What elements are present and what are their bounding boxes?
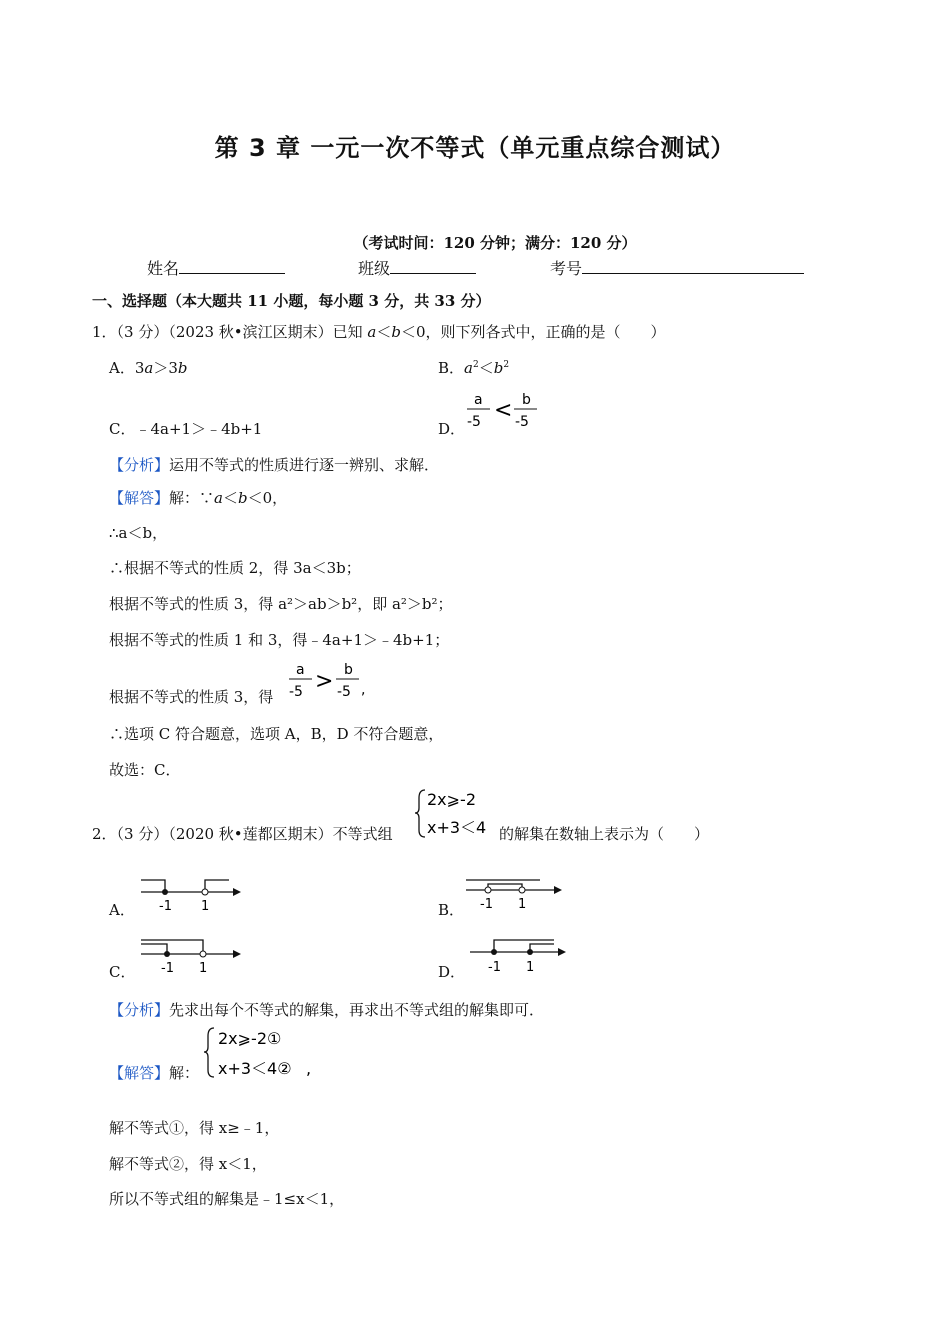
q2-option-d-numberline[interactable] [462, 930, 572, 978]
option-label: C． [109, 420, 136, 438]
q1-step-3: 根据不等式的性质 3，得 a²＞ab＞b²，即 a²＞b²； [109, 595, 453, 613]
svg-text:>: > [315, 669, 334, 694]
q2-option-a-label[interactable]: A． [109, 901, 135, 919]
q1-tail: ，则下列各式中，正确的是（ ） [425, 323, 666, 341]
analysis-text: 运用不等式的性质进行逐一辨别、求解． [169, 456, 440, 474]
class-field[interactable] [358, 256, 476, 279]
q1-stem: 1．（3 分）（2023 秋•滨江区期末）已知 a＜b＜0，则下列各式中，正确的是（ ） [92, 323, 666, 341]
option-label: A． [109, 359, 135, 377]
svg-text:b: b [344, 662, 353, 678]
svg-text:-5: -5 [515, 414, 529, 430]
q1-step-5-fraction [286, 660, 370, 704]
q2-step-2: 解不等式②，得 x＜1， [109, 1155, 267, 1173]
option-label: B． [438, 359, 465, 377]
q1-option-d-fraction [464, 390, 544, 432]
analysis-tag: 【分析】 [109, 456, 170, 474]
q2-solution-line2: x+3＜4② [218, 1059, 292, 1078]
class-label: 班级 [358, 259, 391, 278]
page-title: 第 3 章 一元一次不等式（单元重点综合测试） [214, 134, 736, 162]
q2-solution-system [204, 1024, 324, 1082]
q2-option-d-label[interactable]: D． [438, 963, 466, 981]
q2-option-b-numberline[interactable] [462, 866, 572, 914]
q1-step-5 [109, 686, 273, 707]
q1-step-7: 故选：C． [109, 761, 181, 779]
svg-text:-5: -5 [467, 414, 481, 430]
q2-stem-suffix: 的解集在数轴上表示为（ ） [499, 825, 710, 843]
svg-text:-5: -5 [289, 684, 303, 700]
q2-option-a-numberline[interactable] [133, 870, 243, 918]
q1-analysis [109, 454, 439, 475]
analysis-text: 先求出每个不等式的解集，再求出不等式组的解集即可． [169, 1001, 545, 1019]
q2-sys-line2: x+3＜4 [427, 818, 487, 837]
answer-prefix: 解：∵ [169, 489, 215, 507]
q2-step-3: 所以不等式组的解集是﹣1≤x＜1， [109, 1190, 345, 1208]
exam-info: （考试时间：120 分钟；满分：120 分） [353, 234, 637, 252]
answer-prefix: 解： [169, 1064, 200, 1082]
svg-text:-1: -1 [159, 899, 172, 914]
q1-step-6: ∴选项 C 符合题意，选项 A，B，D 不符合题意， [109, 725, 444, 743]
q1-option-c[interactable] [109, 418, 262, 439]
svg-text:a: a [474, 392, 483, 408]
q1-answer: 【解答】解：∵a＜b＜0， [109, 489, 288, 507]
option-text: ﹣4a+1＞﹣4b+1 [135, 420, 263, 438]
id-label: 考号 [550, 259, 583, 278]
answer-tag: 【解答】 [109, 1064, 170, 1082]
svg-text:-5: -5 [337, 684, 351, 700]
q2-prefix: （3 分）（2020 秋•莲都区期末）不等式组 [116, 825, 393, 843]
q2-option-b-label[interactable]: B． [438, 901, 465, 919]
svg-text:1: 1 [526, 960, 535, 975]
name-field[interactable] [147, 256, 285, 279]
q1-option-d-label[interactable]: D． [438, 420, 466, 438]
name-blank[interactable] [179, 259, 285, 274]
svg-text:-1: -1 [480, 897, 493, 912]
q1-number: 1． [92, 323, 117, 341]
svg-text:-1: -1 [488, 960, 501, 975]
svg-text:,: , [306, 1059, 312, 1078]
q2-sys-line1: 2x⩾-2 [427, 790, 477, 809]
q1-step-1: ∴a＜b， [109, 524, 168, 542]
svg-text:1: 1 [518, 897, 527, 912]
q2-step-1: 解不等式①，得 x≥﹣1， [109, 1119, 280, 1137]
q2-analysis [109, 999, 544, 1020]
name-label: 姓名 [147, 259, 180, 278]
q1-step-4: 根据不等式的性质 1 和 3，得﹣4a+1＞﹣4b+1； [109, 631, 450, 649]
analysis-tag: 【分析】 [109, 1001, 170, 1019]
svg-text:b: b [522, 392, 531, 408]
svg-text:1: 1 [201, 899, 210, 914]
q2-option-c-numberline[interactable] [133, 932, 243, 980]
svg-text:,: , [361, 682, 366, 698]
svg-text:<: < [494, 398, 513, 423]
class-blank[interactable] [390, 259, 476, 274]
q2-stem-prefix [92, 823, 393, 844]
svg-text:1: 1 [199, 961, 208, 976]
q1-step-2: ∴根据不等式的性质 2，得 3a＜3b； [109, 559, 361, 577]
q2-inequality-system [415, 786, 501, 840]
q2-answer-prefix [109, 1062, 199, 1083]
q2-solution-line1: 2x⩾-2① [218, 1029, 282, 1048]
id-field[interactable] [550, 256, 804, 279]
svg-text:a: a [296, 662, 305, 678]
q2-number: 2． [92, 825, 117, 843]
step-text: 根据不等式的性质 3，得 [109, 688, 274, 706]
q1-option-b[interactable]: B．$a^2<b^2$ [438, 359, 510, 377]
q1-prefix: （3 分）（2023 秋•滨江区期末）已知 [116, 323, 368, 341]
q2-option-c-label[interactable]: C． [109, 963, 136, 981]
section-heading: 一、选择题（本大题共 11 小题，每小题 3 分，共 33 分） [92, 292, 491, 310]
svg-text:-1: -1 [161, 961, 174, 976]
q1-option-a[interactable]: A．3a＞3b [109, 359, 188, 377]
answer-tag: 【解答】 [109, 489, 170, 507]
id-blank[interactable] [582, 259, 804, 274]
